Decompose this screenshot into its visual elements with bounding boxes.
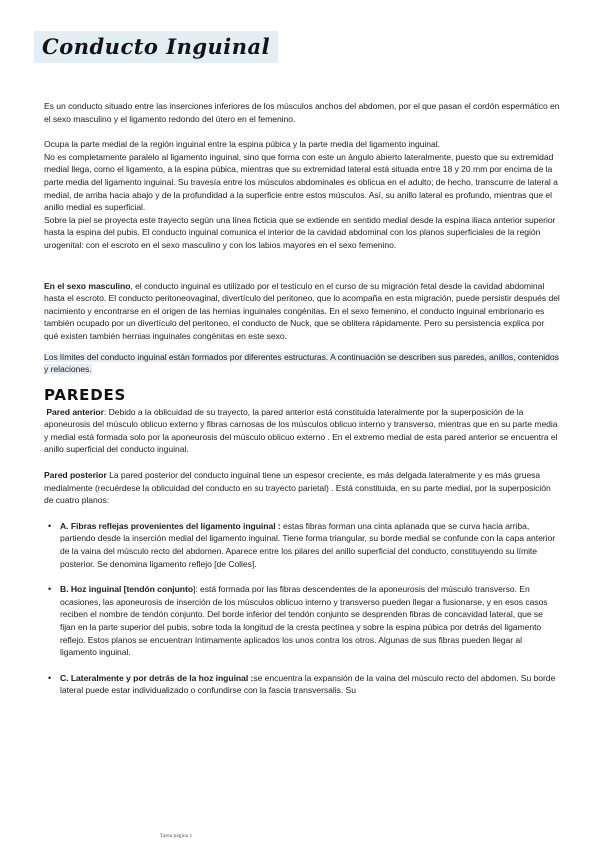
page-footer: Tarea página 1 — [160, 833, 193, 839]
list-item — [44, 583, 560, 659]
posterior-wall-text: La pared posterior del conducto inguinal tiene un espesor creciente, es más delgada lateralmente y es más gruesa medialmente (recuérdese la oblicuidad del conducto en su trayecto parietal) . Está constituida, en su parte medial, por la superposición de cuatro planos: — [44, 470, 551, 506]
anterior-wall-paragraph — [44, 406, 560, 456]
posterior-wall-paragraph — [44, 469, 560, 507]
document-body — [44, 100, 560, 697]
list-item — [44, 672, 560, 697]
list-item-text: ]: está formada por las fibras descendentes de la aponeurosis del músculo transverso. En ocasiones, las aponeurosis de inserción de los músculos oblicuo interno y transverso pueden llegar a fusionarse, y en esos casos reciben el nombre de tendón conjunto. Del borde inferior del tendón conjunto se desprenden fibras de concavidad lateral, que se fijan en la parte superior del pubis, sobre toda la longitud de la cresta pectínea y sobre la espina púbica por detrás del ligamento reflejo. Estos planos se encuentran íntimamente aplicados los unos contra los otros. Algunas de sus fibras pueden llegar al ligamento inguinal. — [60, 584, 548, 658]
intro-paragraph-3: No es completamente paralelo al ligamento inguinal, sino que forma con este un ángulo abierto lateralmente, puesto que su extremidad medial llega, como el ligamento, a la espina púbica, mientras que su extremidad lateral está situada entre 18 y 20 mm por encima de la parte media del ligamento inguinal. Su travesía entre los músculos abdominales es oblicua en el adulto; de hecho, transcurre de lateral a medial, de arriba hacia abajo y de la profundidad a la superficie entre estos músculos. Así, su anillo lateral es profundo, mientras que el anillo medial es superficial. — [44, 151, 558, 213]
title-highlight — [34, 31, 278, 63]
list-item-text: estas fibras forman una cinta aplanada que se curva hacia arriba, partiendo desde la inserción medial del ligamento inguinal. Tiene forma triangular, su borde medial se confunde con la capa anterior de la vaina del músculo recto del abdomen. Aparece entre los pilares del anillo superficial del conducto, constituyendo su límite posterior. Se denomina ligamento reflejo [de Colles]. — [60, 520, 556, 569]
intro-paragraph-2: Ocupa la parte medial de la región inguinal entre la espina púbica y la parte media del ligamento inguinal. — [44, 139, 440, 150]
list-item-lead: C. Lateralmente y por detrás de la hoz inguinal : — [60, 672, 254, 683]
limits-paragraph — [44, 351, 560, 376]
page-title: Conducto Inguinal — [42, 34, 271, 59]
intro-paragraph-4: Sobre la piel se proyecta este trayecto según una línea ficticia que se extiende en sentido medial desde la espina iliaca anterior superior hasta la espina del pubis. El conducto inguinal comunica el interior de la cavidad abdominal con los planos superficiales de la región urogenital: con el escroto en el sexo masculino y con los labios mayores en el sexo femenino. — [44, 214, 556, 250]
posterior-wall-lead: Pared posterior — [44, 470, 107, 481]
male-lead: En el sexo masculino — [44, 280, 131, 291]
posterior-wall-list — [44, 520, 560, 697]
list-item-lead: B. Hoz inguinal [tendón conjunto — [60, 584, 194, 595]
male-paragraph — [44, 280, 560, 343]
list-item-lead: A. Fibras reflejas provenientes del ligamento inguinal : — [60, 520, 281, 531]
anterior-wall-lead: Pared anterior — [46, 406, 104, 417]
list-item-text: se encuentra la expansión de la vaina del músculo recto del abdomen. Su borde lateral puede estar individualizado o confundirse con la fascia transversalis. Su — [60, 672, 556, 696]
bullet-icon: • — [48, 520, 52, 531]
intro-paragraph-1: Es un conducto situado entre las inserciones inferiores de los músculos anchos del abdomen, por el que pasan el cordón espermático en el sexo masculino y el ligamento redondo del útero en el femenino. — [44, 101, 560, 124]
anterior-wall-text: : Debido a la oblicuidad de su trayecto, la pared anterior está constituida lateralmente por la superposición de la aponeurosis del músculo oblicuo externo y fibras carnosas de los músculos oblicuo interno y transverso, mientras que en su parte media y medial está formada solo por la aponeurosis del músculo oblicuo externo . En el extremo medial de esta pared anterior se encuentra el anillo superficial del conducto inguinal. — [44, 406, 558, 455]
limits-text: Los límites del conducto inguinal están formados por diferentes estructuras. A continuación se describen sus paredes, anillos, contenidos y relaciones. — [44, 351, 559, 375]
bullet-icon: • — [48, 584, 52, 595]
bullet-icon: • — [48, 672, 52, 683]
list-item — [44, 520, 560, 570]
male-text: , el conducto inguinal es utilizado por el testículo en el curso de su migración fetal desde la cavidad abdominal hasta el escroto. El conducto peritoneovaginal, divertículo del peritoneo, que lo acompaña en esta migración, puede persistir después del nacimiento y encontrarse en el origen de las hernias inguinales congénitas. En el sexo femenino, el conducto inguinal embrionario es también ocupado por un divertículo del peritoneo, el conducto de Nuck, que se oblitera rápidamente. Pero su persistencia explica por qué existen también hernias inguinales congénitas en este sexo. — [44, 280, 560, 341]
section-heading-paredes: PAREDES — [44, 385, 127, 404]
